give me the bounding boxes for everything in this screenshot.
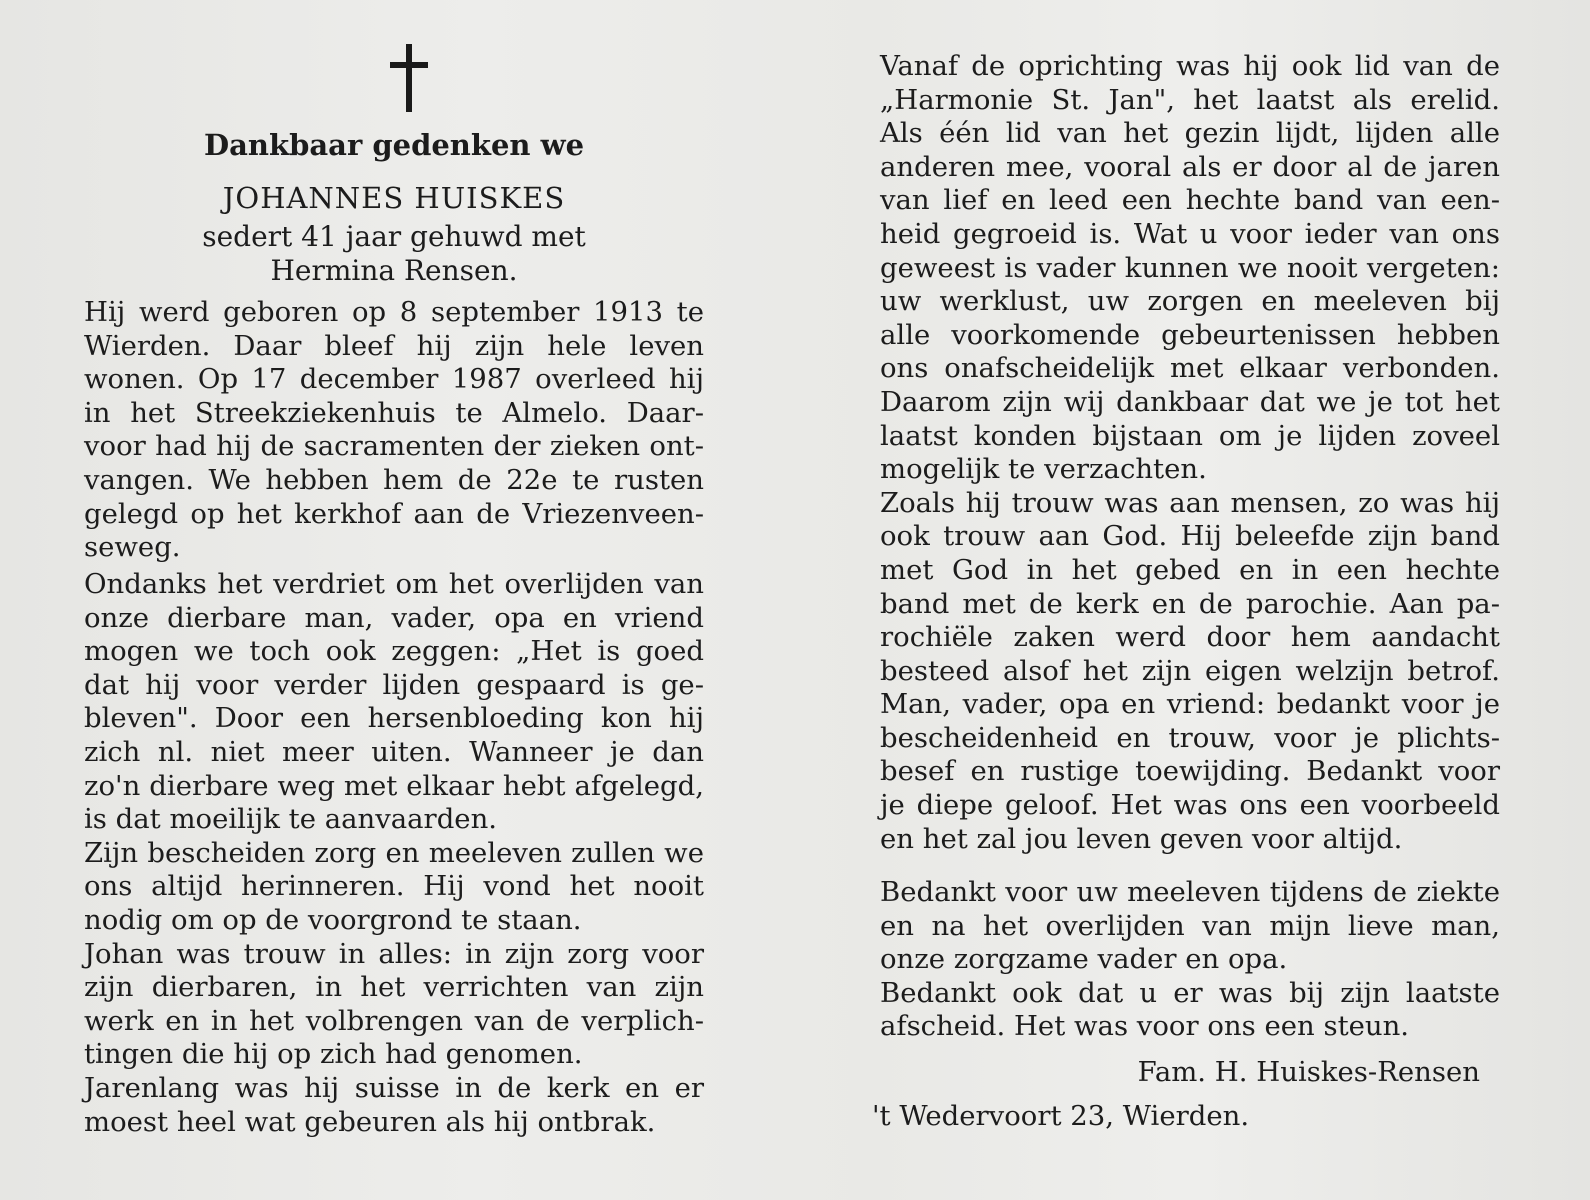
family-signature: Fam. H. Huiskes-Rensen	[1137, 1056, 1480, 1088]
text-line: laatst konden bijstaan om je lijden zoveel	[880, 419, 1500, 452]
text-line: Daarom zijn wij dankbaar dat we je tot het	[880, 385, 1500, 418]
text-line: ook trouw aan God. Hij beleefde zijn band	[880, 520, 1500, 553]
text-line: Bedankt ook dat u er was bij zijn laatste	[880, 976, 1500, 1009]
text-line: anderen mee, vooral als er door al de jaren	[880, 150, 1500, 183]
text-line: Hij werd geboren op 8 september 1913 te	[84, 296, 704, 328]
text-line: bescheidenheid en trouw, voor je plichts-	[880, 721, 1500, 754]
text-line: besef en rustige toewijding. Bedankt voor	[880, 755, 1500, 788]
text-line: tingen die hij op zich had genomen.	[84, 1038, 583, 1071]
text-line: ons onafscheidelijk met elkaar verbonden.	[880, 352, 1500, 385]
text-line: werk en in het volbrengen van de verplich-	[84, 1004, 704, 1037]
text-line: met God in het gebed en in een hechte	[880, 553, 1500, 586]
text-line: zich nl. niet meer uiten. Wanneer je dan	[84, 735, 704, 768]
left-paragraph-2	[84, 568, 704, 1139]
text-line: mogelijk te verzachten.	[880, 453, 1207, 486]
text-line: in het Streekziekenhuis te Almelo. Daar-	[84, 396, 704, 429]
text-line: Zijn bescheiden zorg en meeleven zullen we	[84, 836, 704, 869]
thanks-paragraph	[880, 876, 1500, 1044]
text-line: mogen we toch ook zeggen: „Het is goed	[84, 635, 704, 668]
text-line: wonen. Op 17 december 1987 overleed hij	[84, 363, 704, 396]
text-line: Vanaf de oprichting was hij ook lid van de	[880, 50, 1500, 82]
text-line: onze dierbare man, vader, opa en vriend	[84, 601, 704, 634]
text-line: zijn dierbaren, in het verrichten van zijn	[84, 971, 704, 1004]
text-line: alle voorkomende gebeurtenissen hebben	[880, 318, 1500, 351]
text-line: gelegd op het kerkhof aan de Vriezenveen-	[84, 497, 704, 530]
text-line: vangen. We hebben hem de 22e te rusten	[84, 463, 704, 496]
text-line: en na het overlijden van mijn lieve man,	[880, 909, 1500, 942]
text-line: band met de kerk en de parochie. Aan pa-	[880, 587, 1500, 620]
text-line: en het zal jou leven geven voor altijd.	[880, 822, 1403, 855]
text-line: is dat moeilijk te aanvaarden.	[84, 803, 498, 836]
text-line: „Harmonie St. Jan", het laatst als erelid.	[880, 83, 1500, 116]
header-married: sedert 41 jaar gehuwd met	[202, 220, 586, 253]
text-line: Man, vader, opa en vriend: bedankt voor je	[880, 688, 1500, 721]
text-line: Zoals hij trouw was aan mensen, zo was hij	[880, 486, 1500, 519]
text-line: Jarenlang was hij suisse in de kerk en er	[84, 1071, 704, 1104]
text-line: rochiële zaken werd door hem aandacht	[880, 621, 1500, 654]
deceased-name: JOHANNES HUISKES	[222, 181, 566, 215]
text-line: Als één lid van het gezin lijdt, lijden alle	[880, 117, 1500, 150]
text-line: geweest is vader kunnen we nooit vergeten:	[880, 251, 1500, 284]
text-line: onze zorgzame vader en opa.	[880, 943, 1288, 976]
text-line: afscheid. Het was voor ons een steun.	[880, 1010, 1410, 1043]
text-line: seweg.	[84, 531, 181, 564]
text-line: Johan was trouw in alles: in zijn zorg voor	[84, 937, 704, 970]
family-address: 't Wedervoort 23, Wierden.	[872, 1100, 1250, 1132]
text-line: nodig om op de voorgrond te staan.	[84, 903, 582, 936]
text-line: dat hij voor verder lijden gespaard is ge-	[84, 668, 704, 701]
right-paragraph-1	[880, 50, 1500, 856]
text-line: zo'n dierbare weg met elkaar hebt afgelegd,	[84, 769, 704, 802]
text-line: voor had hij de sacramenten der zieken ont-	[84, 430, 704, 463]
text-line: Wierden. Daar bleef hij zijn hele leven	[84, 329, 704, 362]
text-line: Ondanks het verdriet om het overlijden van	[84, 568, 704, 600]
text-line: Bedankt voor uw meeleven tijdens de ziekte	[880, 876, 1500, 908]
text-line: moest heel wat gebeuren als hij ontbrak.	[84, 1105, 656, 1138]
text-line: je diepe geloof. Het was ons een voorbeeld	[880, 789, 1500, 822]
header-dankbaar: Dankbaar gedenken we	[203, 128, 585, 162]
left-paragraph-1	[84, 296, 704, 565]
text-line: heid gegroeid is. Wat u voor ieder van ons	[880, 217, 1500, 250]
text-line: uw werklust, uw zorgen en meeleven bij	[880, 285, 1500, 318]
cross-icon	[384, 40, 434, 116]
spouse-name: Hermina Rensen.	[270, 254, 518, 287]
text-line: bleven". Door een hersenbloeding kon hij	[84, 702, 704, 735]
text-line: ons altijd herinneren. Hij vond het nooit	[84, 870, 704, 903]
text-line: besteed alsof het zijn eigen welzijn betrof.	[880, 654, 1500, 687]
text-line: van lief en leed een hechte band van een-	[880, 184, 1500, 217]
